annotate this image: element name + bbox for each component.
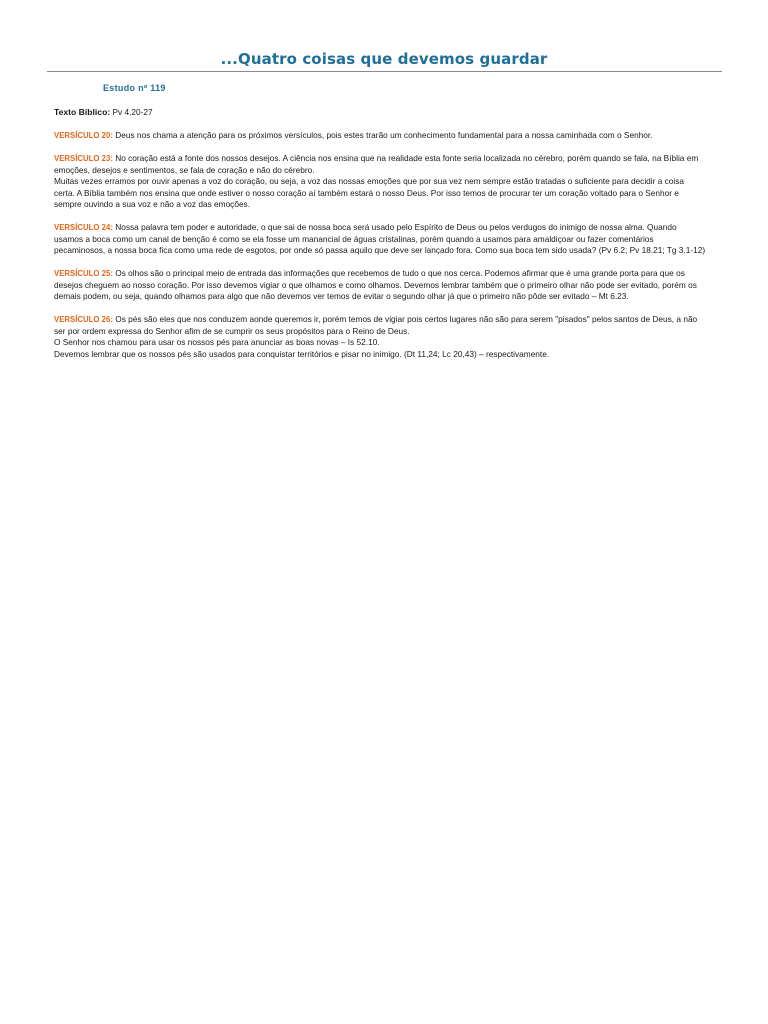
verse-label-23: VERSÍCULO 23: — [54, 154, 113, 163]
biblical-text-paragraph — [54, 107, 706, 119]
verse-label-26: VERSÍCULO 26: — [54, 315, 113, 324]
biblical-text-label: Texto Bíblico: — [54, 107, 111, 117]
biblical-text-value: Pv 4.20-27 — [110, 107, 153, 117]
verse-paragraph-26 — [54, 314, 706, 360]
verse-text-25: Os olhos são o principal meio de entrada das informações que recebemos de tudo o que nos cerca. Podemos afirmar que é uma grande porta para que os desejos cheguem ao nosso coração. Por isso devemos vigiar o que olhamos e como olhamos. Devemos lembrar também que o primeiro olhar não pode ser evitado, porém os demais podem, ou seja, quando olhamos para algo que não devemos ver temos de evitar o segundo olhar já que o primeiro não pôde ser evitado – Mt 6.23. — [54, 268, 697, 301]
verse-label-20: VERSÍCULO 20: — [54, 131, 113, 140]
verse-paragraph-23 — [54, 153, 706, 211]
verse-text-26-continuation-1: O Senhor nos chamou para usar os nossos pés para anunciar as boas novas – Is 52.10. — [54, 337, 380, 347]
verse-text-26-continuation-2: Devemos lembrar que os nossos pés são usados para conquistar territórios e pisar no inimigo. (Dt 11,24; Lc 20,43) – respectivamente. — [54, 348, 550, 359]
verse-label-25: VERSÍCULO 25: — [54, 269, 113, 278]
verse-text-20: Deus nos chama a atenção para os próximos versículos, pois estes trarão um conhecimento fundamental para a nossa caminhada com o Senhor. — [112, 130, 653, 140]
title-divider — [47, 71, 722, 72]
verse-text-23: No coração está a fonte dos nossos desejos. A ciência nos ensina que na realidade esta fonte seria localizada no cérebro, porém quando se fala, na Bíblia em emoções, desejos e sentimentos, se fala de coração e não do cérebro. — [54, 153, 699, 175]
document-body — [54, 107, 706, 372]
verse-paragraph-25 — [54, 268, 706, 303]
verse-text-23-continuation: Muitas vezes erramos por ouvir apenas a voz do coração, ou seja, a voz das nossas emoções que por sua vez nem sempre estão tratadas o suficiente para decidir a coisa certa. A Bíblia também nos ensina que onde estiver o nosso coração aí também estará o nosso Deus. Por isso temos de procurar ter um coração voltado para o Senhor e sempre ouvindo a sua voz e não a voz das emoções. — [54, 176, 684, 209]
verse-text-24: Nossa palavra tem poder e autoridade, o que sai de nossa boca será usado pelo Espírito de Deus ou pelos verdugos do inimigo de nossa alma. Quando usamos a boca como um canal de benção é como se ela fosse um manancial de águas cristalinas, porém quando a usamos para amaldiçoar ou fazer comentários pecaminosos, a nossa boca fica como uma rede de esgotos, por onde só passa aquilo que deve ser lançado fora. Como sua boca tem sido usada? (Pv 6.2; Pv 18.21; Tg 3.1-12) — [54, 222, 706, 255]
verse-paragraph-24 — [54, 222, 706, 257]
verse-paragraph-20 — [54, 130, 706, 142]
verse-label-24: VERSÍCULO 24: — [54, 223, 113, 232]
verse-text-26: Os pés são eles que nos conduzem aonde queremos ir, porém temos de vigiar pois certos lugares não são para serem "pisados" pelos santos de Deus, a não ser por ordem expressa do Senhor afim de se cumprir os seus propósitos para o Reino de Deus. — [54, 314, 698, 336]
document-title: ...Quatro coisas que devemos guardar — [220, 50, 548, 68]
study-number: Estudo nº 119 — [103, 83, 166, 93]
